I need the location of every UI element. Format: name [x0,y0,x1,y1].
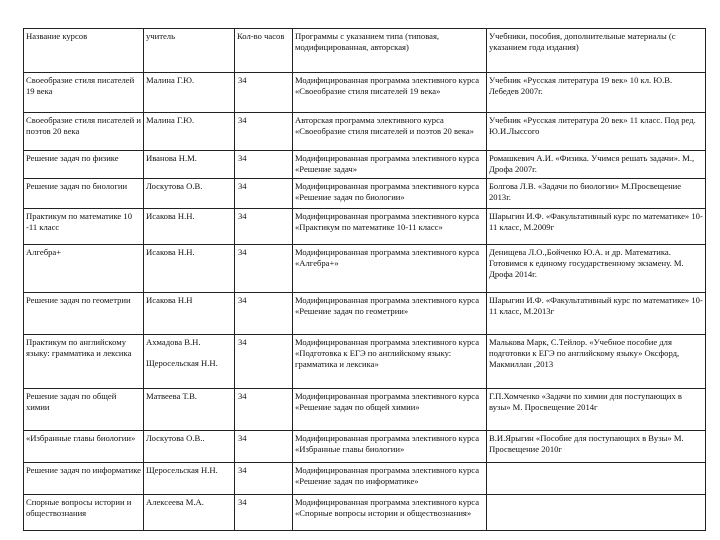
hours-cell [235,245,293,293]
program-cell-text: Модифицированная программа элективного курса «Алгебра+» [295,247,480,268]
materials-cell [487,245,706,293]
teacher-cell-text: Лоскутова О.В. [146,181,203,191]
teacher-cell-text: Малина Г.Ю. [146,75,195,85]
program-cell [293,73,487,113]
materials-cell-text: Ромашкевич А.И. «Физика. Учимся решать задачи». М., Дрофа 2007г. [489,153,695,174]
course-cell-text: Решение задач по геометрии [26,295,131,305]
course-cell-text: Алгебра+ [26,247,62,257]
hours-cell-text: 34 [238,391,247,401]
program-cell [293,463,487,495]
table-row [24,209,706,245]
program-cell [293,389,487,431]
hours-cell [235,293,293,335]
teacher-cell-text: Ахмадова В.Н. [146,337,201,347]
teacher-cell-text: Алексеева М.А. [146,497,204,507]
program-cell [293,495,487,531]
materials-cell-text: Учебник «Русская литература 20 век» 11 класс. Под ред. Ю.И.Лыссого [489,115,696,136]
course-cell [24,179,144,209]
program-cell [293,245,487,293]
course-cell-text: Решение задач по физике [26,153,119,163]
materials-cell [487,73,706,113]
course-cell [24,495,144,531]
teacher-cell [144,151,235,179]
program-cell-text: Модифицированная программа элективного курса «Подготовка к ЕГЭ по английскому языку: грамматика и лексика» [295,337,480,369]
materials-cell [487,389,706,431]
program-cell [293,431,487,463]
hours-cell-text: 34 [238,247,247,257]
teacher-cell [144,335,235,389]
teacher-cell-text: Исакова Н.Н. [146,211,195,221]
program-cell-text: Модифицированная программа элективного курса «Спорные вопросы истории и обществознания» [295,497,480,518]
program-cell [293,209,487,245]
materials-cell [487,335,706,389]
course-cell [24,389,144,431]
program-cell [293,113,487,151]
teacher-cell [144,179,235,209]
teacher-cell-text: Иванова Н.М. [146,153,197,163]
materials-cell-text: Малькова Марк, С.Тейлор. «Учебное пособие для подготовки к ЕГЭ по английскому языку» Оксфорд, Макмиллан ,2013 [489,337,680,369]
hours-cell [235,495,293,531]
table-row [24,293,706,335]
teacher-cell [144,73,235,113]
header-hours: Кол-во часов [235,29,293,73]
course-cell-text: Решение задач по информатике [26,465,141,475]
course-cell [24,293,144,335]
hours-cell [235,463,293,495]
course-cell-text: Своеобразие стиля писателей 19 века [26,75,135,96]
hours-cell [235,389,293,431]
materials-cell-text: Шарыгин И.Ф. «Факультативный курс по математике» 10-11 класс, М.2009г [489,211,703,232]
course-cell [24,245,144,293]
program-cell-text: Модифицированная программа элективного курса «Своеобразие стиля писателей 19 века» [295,75,480,96]
hours-cell [235,151,293,179]
materials-cell [487,179,706,209]
teacher-cell-second-text: Щеросельская Н.Н. [146,358,218,368]
materials-cell-text: Учебник «Русская литература 19 век» 10 кл. Ю.В. Лебедев 2007г. [489,75,673,96]
hours-cell-text: 34 [238,295,247,305]
teacher-cell [144,113,235,151]
table-row [24,389,706,431]
course-cell [24,73,144,113]
header-program: Программы с указанием типа (типовая, модифицированная, авторская) [293,29,487,73]
table-row [24,495,706,531]
program-cell-text: Модифицированная программа элективного курса «Решение задач по общей химии» [295,391,480,412]
materials-cell [487,495,706,531]
table-row [24,151,706,179]
teacher-cell [144,495,235,531]
materials-cell [487,113,706,151]
course-cell-text: «Избранные главы биологии» [26,433,136,443]
hours-cell-text: 34 [238,337,247,347]
materials-cell-text: Г.П.Хомченко «Задачи по химии для поступающих в вузы» М. Просвещение 2014г [489,391,682,412]
course-cell [24,431,144,463]
course-cell-text: Практикум по английскому языку: грамматика и лексика [26,337,132,358]
table-row [24,335,706,389]
program-cell [293,335,487,389]
course-cell [24,209,144,245]
header-course: Название курсов [24,29,144,73]
teacher-cell-text: Матвеева Т.В. [146,391,197,401]
teacher-cell-text: Лоскутова О.В.. [146,433,205,443]
program-cell-text: Авторская программа элективного курса «Своеобразие стиля писателей и поэтов 20 века» [295,115,474,136]
table-row [24,431,706,463]
table-row [24,245,706,293]
course-cell-text: Решение задач по общей химии [26,391,117,412]
program-cell-text: Модифицированная программа элективного курса «Решение задач по геометрии» [295,295,480,316]
teacher-cell-text: Исакова Н.Н [146,295,193,305]
materials-cell [487,151,706,179]
program-cell-text: Модифицированная программа элективного курса «Избранные главы биологии» [295,433,480,454]
materials-cell-text: Шарыгин И.Ф. «Факультативный курс по математике» 10-11 класс, М.2013г [489,295,703,316]
course-cell [24,151,144,179]
hours-cell [235,113,293,151]
program-cell [293,293,487,335]
hours-cell [235,179,293,209]
materials-cell [487,431,706,463]
course-cell [24,335,144,389]
course-cell-text: Спорные вопросы истории и обществознания [26,497,132,518]
program-cell-text: Модифицированная программа элективного курса «Решение задач по информатике» [295,465,480,486]
table-row [24,113,706,151]
teacher-cell-text: Исакова Н.Н. [146,247,195,257]
course-cell-text: Решение задач по биологии [26,181,128,191]
hours-cell-text: 34 [238,211,247,221]
table-row [24,73,706,113]
teacher-cell-text: Щеросельская Н.Н. [146,465,218,475]
teacher-cell [144,463,235,495]
hours-cell-text: 34 [238,465,247,475]
hours-cell [235,431,293,463]
hours-cell-text: 34 [238,433,247,443]
header-teacher: учитель [144,29,235,73]
course-cell-text: Своеобразие стиля писателей и поэтов 20 века [26,115,141,136]
table-header-row [24,29,706,73]
header-materials: Учебники, пособия, дополнительные материалы (с указанием года издания) [487,29,706,73]
hours-cell-text: 34 [238,181,247,191]
materials-cell [487,209,706,245]
materials-cell-text: Болгова Л.В. «Задачи по биологии» М.Просвещение 2013г. [489,181,682,202]
teacher-cell [144,431,235,463]
program-cell [293,179,487,209]
courses-table [23,28,706,531]
hours-cell-text: 34 [238,115,247,125]
hours-cell [235,335,293,389]
program-cell-text: Модифицированная программа элективного курса «Решение задач» [295,153,480,174]
program-cell-text: Модифицированная программа элективного курса «Решение задач по биологии» [295,181,480,202]
course-cell-text: Практикум по математике 10 -11 класс [26,211,132,232]
hours-cell [235,73,293,113]
course-cell [24,463,144,495]
hours-cell-text: 34 [238,75,247,85]
teacher-cell [144,245,235,293]
materials-cell [487,293,706,335]
teacher-cell [144,209,235,245]
teacher-cell [144,389,235,431]
program-cell-text: Модифицированная программа элективного курса «Практикум по математике 10-11 класс» [295,211,480,232]
course-cell [24,113,144,151]
hours-cell [235,209,293,245]
table-row [24,179,706,209]
hours-cell-text: 34 [238,497,247,507]
materials-cell-text: В.И.Ярыгин «Пособие для поступающих в Вузы» М. Просвещение 2010г [489,433,684,454]
table-row [24,463,706,495]
hours-cell-text: 34 [238,153,247,163]
materials-cell [487,463,706,495]
program-cell [293,151,487,179]
teacher-cell [144,293,235,335]
teacher-cell-text: Малина Г.Ю. [146,115,195,125]
document-page [23,28,705,540]
materials-cell-text: Денищева Л.О.,Бойченко Ю.А. и др. Математика. Готовимся к единому государственному экзамену. М. Дрофа 2014г. [489,247,684,279]
